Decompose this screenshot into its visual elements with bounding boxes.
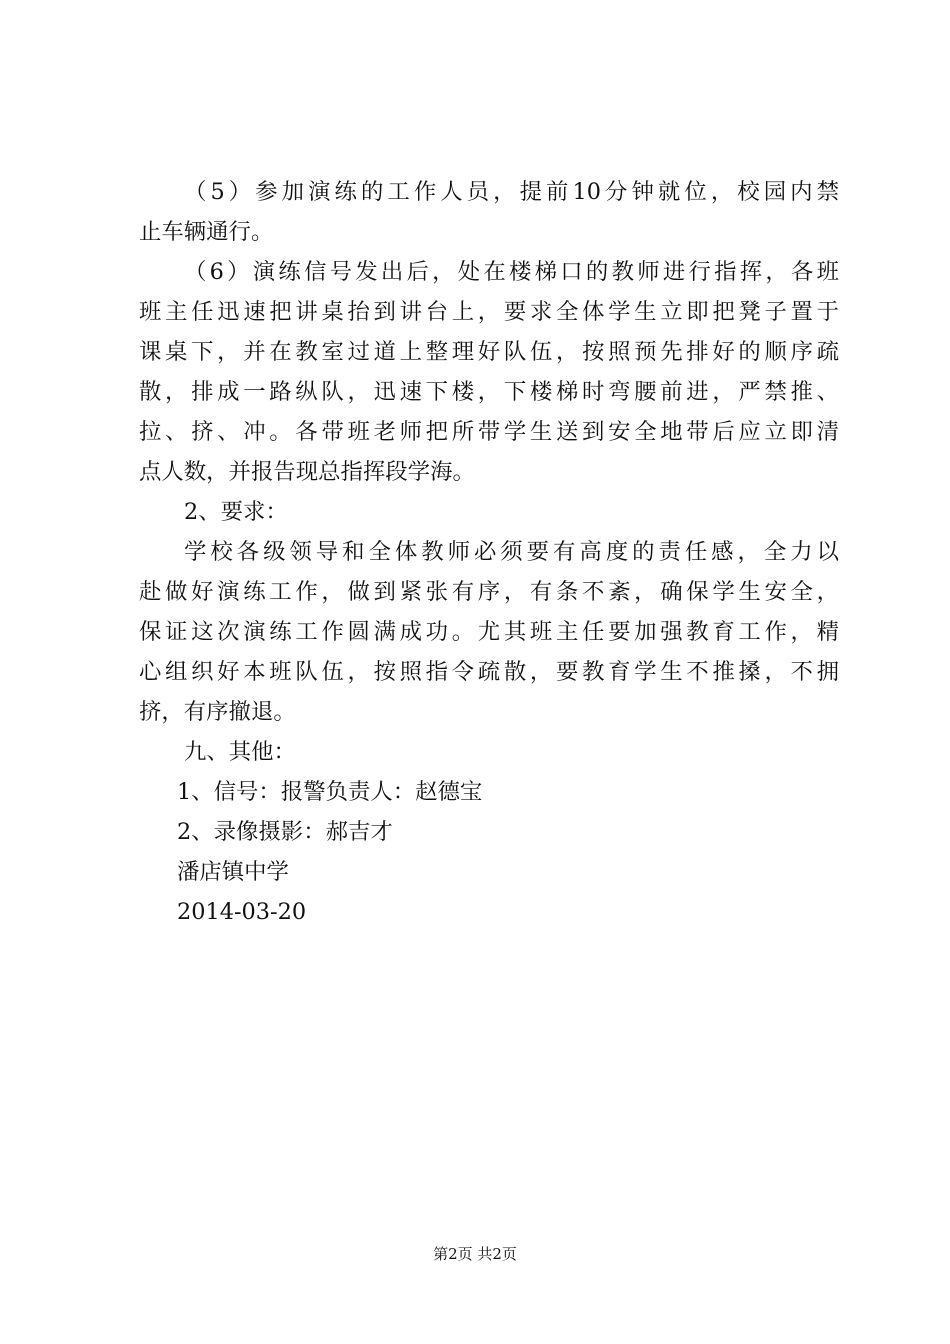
section-heading-other: 九、其他： <box>184 739 296 765</box>
page-number-footer: 第2页 共2页 <box>433 1245 517 1263</box>
document-body <box>139 172 839 932</box>
signature-date: 2014-03-20 <box>177 899 307 925</box>
requirements-line-5: 挤，有序撤退。 <box>139 699 296 725</box>
paragraph-5-line-2: 止车辆通行。 <box>139 219 274 245</box>
paragraph-6-line-4: 散，排成一路纵队，迅速下楼，下楼梯时弯腰前进，严禁推、 <box>139 379 839 405</box>
paragraph-6-line-5: 拉、挤、冲。各带班老师把所带学生送到安全地带后应立即清 <box>139 419 839 445</box>
requirements-line-1: 学校各级领导和全体教师必须要有高度的责任感，全力以 <box>184 539 839 565</box>
requirements-line-2: 赴做好演练工作，做到紧张有序，有条不紊，确保学生安全， <box>139 579 839 605</box>
paragraph-6-line-3: 课桌下，并在教室过道上整理好队伍，按照预先排好的顺序疏 <box>139 339 839 365</box>
paragraph-6-line-1: （6）演练信号发出后，处在楼梯口的教师进行指挥，各班 <box>184 259 839 285</box>
paragraph-6-line-6: 点人数，并报告现总指挥段学海。 <box>139 459 475 485</box>
requirements-line-3: 保证这次演练工作圆满成功。尤其班主任要加强教育工作，精 <box>139 619 839 645</box>
other-item-video: 2、录像摄影：郝吉才 <box>177 819 393 845</box>
other-item-signal: 1、信号：报警负责人：赵德宝 <box>177 779 483 805</box>
signature-school: 潘店镇中学 <box>177 859 289 885</box>
paragraph-5-line-1: （5）参加演练的工作人员，提前10分钟就位，校园内禁 <box>184 179 839 205</box>
requirements-line-4: 心组织好本班队伍，按照指令疏散，要教育学生不推搡，不拥 <box>139 659 839 685</box>
section-heading-requirements: 2、要求： <box>184 499 288 525</box>
paragraph-6-line-2: 班主任迅速把讲桌抬到讲台上，要求全体学生立即把凳子置于 <box>139 299 839 325</box>
